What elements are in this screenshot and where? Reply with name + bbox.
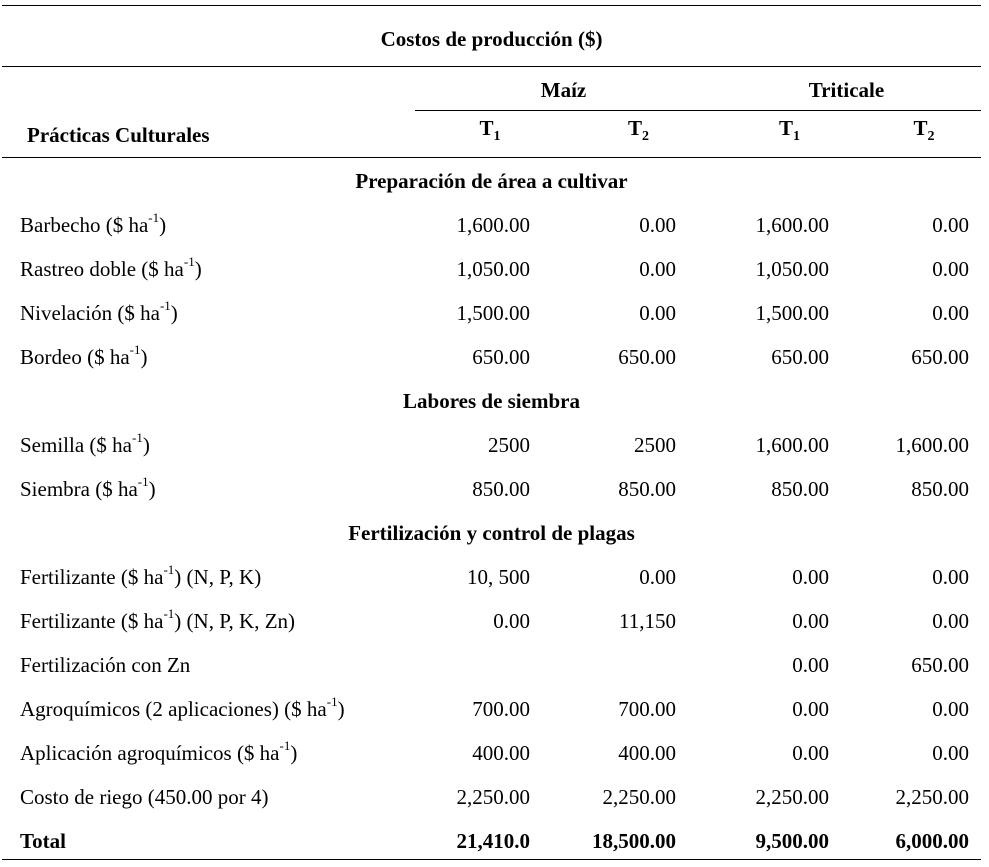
section-title: Preparación de área a cultivar (355, 169, 628, 193)
row-label: Fertilizante ($ $ha^{-1}$) (N, P, K) (20, 562, 262, 589)
table-cell: 850.00 (472, 477, 530, 501)
table-cell: 21,410.0 (456, 829, 530, 853)
row-label: Aplicación agroquímicos ($ $ha^{-1}$) (20, 738, 298, 765)
table-cell: 850.00 (618, 477, 676, 501)
table-cell: 2,250.00 (895, 785, 969, 809)
table-cell: 650.00 (771, 345, 829, 369)
group-header-triticale: Triticale (808, 78, 885, 102)
bottom-rule (2, 859, 981, 860)
table-cell: 0.00 (792, 653, 829, 677)
table-cell: 0.00 (639, 213, 676, 237)
table-cell: 0.00 (932, 609, 969, 633)
row-label: Agroquímicos (2 aplicaciones) ($ $ha^{-1}$) (20, 694, 345, 721)
table-cell: 0.00 (792, 741, 829, 765)
table-cell: 1,050.00 (456, 257, 530, 281)
table-cell: 0.00 (493, 609, 530, 633)
table-cell: 850.00 (771, 477, 829, 501)
section-title: Labores de siembra (403, 389, 580, 413)
table-cell: 6,000.00 (895, 829, 969, 853)
row-label: Semilla ($ $ha^{-1}$) (20, 430, 150, 457)
table-cell: 9,500.00 (755, 829, 829, 853)
table-cell: 0.00 (932, 301, 969, 325)
treatment-header: $T_2$ (913, 116, 935, 145)
table-cell: 0.00 (932, 741, 969, 765)
row-label: Costo de riego (450.00 por 4) (20, 785, 269, 809)
table-cell: 1,050.00 (755, 257, 829, 281)
table-cell: 2500 (488, 433, 530, 457)
table-cell: 10, 500 (467, 565, 530, 589)
table-cell: 0.00 (792, 609, 829, 633)
table-cell: 400.00 (472, 741, 530, 765)
group-header-maiz: Maíz (540, 78, 587, 102)
table-cell: 0.00 (932, 697, 969, 721)
table-cell: 11,150 (619, 609, 676, 633)
table-cell: 2,250.00 (755, 785, 829, 809)
table-title: Costos de producción ($) (380, 27, 603, 51)
group-rule (415, 110, 981, 111)
table-cell: 18,500.00 (592, 829, 676, 853)
table-cell: 650.00 (911, 345, 969, 369)
section-title: Fertilización y control de plagas (348, 521, 635, 545)
table-cell: 700.00 (472, 697, 530, 721)
table-cell: 650.00 (472, 345, 530, 369)
table-cell: 0.00 (639, 301, 676, 325)
table-cell: 850.00 (911, 477, 969, 501)
table-cell: 2,250.00 (456, 785, 530, 809)
table-cell: 1,500.00 (456, 301, 530, 325)
top-rule (2, 5, 981, 6)
table-cell: 0.00 (792, 697, 829, 721)
table-cell: 0.00 (639, 257, 676, 281)
treatment-header: $T_1$ (479, 116, 501, 145)
table-cell: 0.00 (932, 257, 969, 281)
row-label: Barbecho ($ $ha^{-1}$) (20, 210, 167, 237)
table-cell: 650.00 (618, 345, 676, 369)
row-header: Prácticas Culturales (27, 123, 210, 147)
table-cell: 0.00 (932, 565, 969, 589)
total-label: Total (20, 829, 66, 853)
table-cell: 0.00 (792, 565, 829, 589)
treatment-header: $T_2$ (627, 116, 649, 145)
row-label: Fertilización con Zn (20, 653, 191, 677)
table-cell: 1,600.00 (895, 433, 969, 457)
treatment-header: $T_1$ (778, 116, 800, 145)
row-label: Nivelación ($ $ha^{-1}$) (20, 298, 178, 325)
row-label: Siembra ($ $ha^{-1}$) (20, 474, 156, 501)
table-cell: 1,600.00 (755, 433, 829, 457)
table-cell: 2500 (634, 433, 676, 457)
table-cell: 400.00 (618, 741, 676, 765)
table-cell: 1,600.00 (456, 213, 530, 237)
row-label: Fertilizante ($ $ha^{-1}$) (N, P, K, Zn) (20, 606, 296, 633)
table-cell: 650.00 (911, 653, 969, 677)
header-rule (2, 157, 981, 158)
row-label: Bordeo ($ $ha^{-1}$) (20, 342, 148, 369)
table-cell: 2,250.00 (602, 785, 676, 809)
table-cell: 0.00 (932, 213, 969, 237)
table-cell: 700.00 (618, 697, 676, 721)
row-label: Rastreo doble ($ $ha^{-1}$) (20, 254, 202, 281)
table-cell: 1,500.00 (755, 301, 829, 325)
table-cell: 1,600.00 (755, 213, 829, 237)
title-rule (2, 66, 981, 67)
table-cell: 0.00 (639, 565, 676, 589)
